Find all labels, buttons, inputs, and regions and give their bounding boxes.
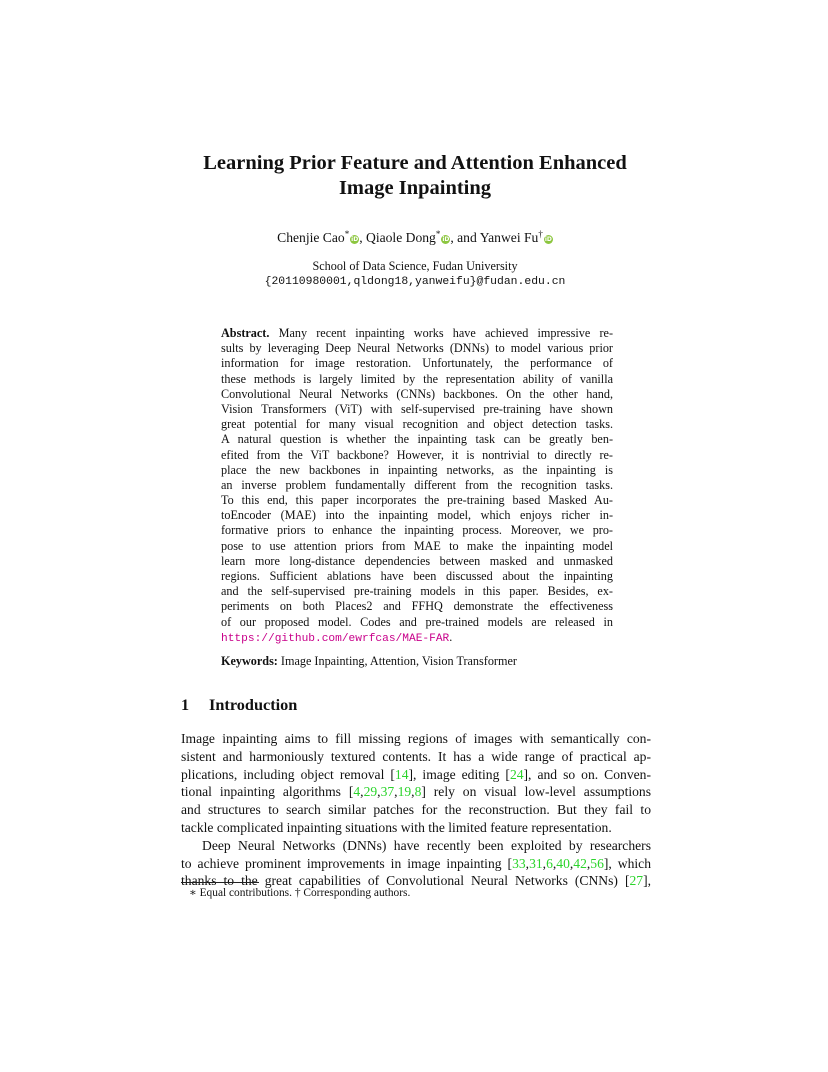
abstract-line: efited from the ViT backbone? However, it is nontrivial to directly re-: [221, 447, 613, 462]
paper-title: [120, 151, 710, 201]
abstract-line: toEncoder (MAE) into the inpainting model, which enjoys richer in-: [221, 508, 613, 523]
author-conjunction: and: [457, 230, 477, 245]
abstract-line: information for image restoration. Unfortunately, the performance of: [221, 356, 613, 371]
abstract-line: Vision Transformers (ViT) with self-supervised pre-training have shown: [221, 401, 613, 416]
abstract-line: place the new backbones in inpainting networks, as the inpainting is: [221, 462, 613, 477]
abstract-line: Abstract. Many recent inpainting works have achieved impressive re-: [221, 326, 614, 340]
citation-link[interactable]: 24: [509, 766, 524, 782]
abstract-line: To this end, this paper incorporates the pre-training based Masked Au-: [221, 493, 613, 508]
keywords-text: Image Inpainting, Attention, Vision Transformer: [280, 654, 517, 668]
body-line: thanks to the great capabilities of Convolutional Neural Networks (CNNs) [27],: [181, 873, 651, 889]
abstract-line: these methods is largely limited by the representation ability of vanilla: [221, 371, 613, 386]
section-number: 1: [181, 695, 190, 714]
section-title: Introduction: [209, 695, 298, 714]
body-line: plications, including object removal [14], image editing [24], and so on. Conven-: [181, 766, 651, 782]
abstract-line: an inverse problem fundamentally different from the recognition tasks.: [221, 477, 613, 492]
body-line: tional inpainting algorithms [4,29,37,19,8] rely on visual low-level assumptions: [181, 784, 652, 800]
abstract-line: periments on both Places2 and FFHQ demonstrate the effectiveness: [221, 599, 613, 614]
abstract: [221, 326, 613, 645]
abstract-line: A natural question is whether the inpainting task can be greatly ben-: [221, 432, 613, 447]
keywords-label: Keywords:: [221, 654, 278, 668]
intro-body: [181, 730, 651, 890]
abstract-label: Abstract.: [221, 326, 270, 340]
author-name: Qiaole Dong: [366, 230, 436, 245]
body-line: and structures to search similar patches for the reconstruction. But they fail to: [181, 802, 651, 818]
author-list: Chenjie Cao*iD, Qiaole Dong*iD, and Yanwei Fu†iD: [277, 229, 552, 245]
section-heading: [181, 695, 297, 715]
footnote-rule: [181, 882, 259, 883]
body-line: to achieve prominent improvements in image inpainting [33,31,6,40,42,56], which: [181, 855, 651, 871]
abstract-line: https://github.com/ewrfcas/MAE-FAR.: [221, 629, 453, 645]
body-line: Deep Neural Networks (DNNs) have recently been exploited by researchers: [202, 837, 651, 853]
citation-link[interactable]: 4: [353, 784, 361, 800]
citation-link[interactable]: 56: [590, 855, 604, 871]
citation-link[interactable]: 27: [629, 873, 644, 889]
affiliation-school: School of Data Science, Fudan University: [312, 259, 518, 273]
author-name: Yanwei Fu: [479, 230, 539, 245]
abstract-line: sults by leveraging Deep Neural Networks (DNNs) to model various prior: [221, 341, 613, 356]
citation-link[interactable]: 19: [397, 784, 412, 800]
abstract-line: of our proposed model. Codes and pre-trained models are released in: [221, 614, 613, 629]
affiliation: [100, 259, 730, 290]
citation-link[interactable]: 14: [394, 766, 409, 782]
author-mark: *: [344, 229, 350, 239]
abstract-line: regions. Sufficient ablations have been discussed about the inpainting: [221, 569, 613, 583]
citation-link[interactable]: 33: [512, 855, 526, 871]
code-url-link[interactable]: https://github.com/ewrfcas/MAE-FAR: [221, 632, 450, 645]
abstract-line: pose to use attention priors from MAE to make the inpainting model: [221, 538, 613, 553]
body-line: Image inpainting aims to fill missing regions of images with semantically con-: [181, 731, 651, 746]
title-line-1: Learning Prior Feature and Attention Enhanced: [203, 152, 627, 174]
author-mark: †: [538, 229, 543, 239]
abstract-line: great potential for many visual recognition and object detection tasks.: [221, 417, 613, 432]
abstract-line: formative priors to enhance the inpainting process. Moreover, we pro-: [221, 523, 613, 538]
abstract-line: learn more long-distance dependencies between masked and unmasked: [221, 553, 613, 568]
affiliation-emails: {20110980001,qldong18,yanweifu}@fudan.edu.cn: [264, 275, 566, 288]
citation-link[interactable]: 6: [546, 855, 553, 871]
citation-link[interactable]: 42: [573, 855, 587, 871]
author-name: Chenjie Cao: [277, 230, 345, 245]
citation-link[interactable]: 29: [363, 784, 378, 800]
body-line: tackle complicated inpainting situations with the limited feature representation.: [181, 819, 612, 835]
orcid-icon[interactable]: iD: [351, 236, 359, 243]
citation-link[interactable]: 31: [529, 855, 543, 871]
footnote: ∗ Equal contributions. † Corresponding authors.: [189, 887, 411, 899]
abstract-line: and the self-supervised pre-training models in this paper. Besides, ex-: [221, 584, 613, 599]
orcid-icon[interactable]: iD: [442, 236, 450, 243]
citation-link[interactable]: 40: [556, 855, 570, 871]
citation-link[interactable]: 37: [380, 784, 395, 800]
citation-link[interactable]: 8: [414, 784, 422, 800]
keywords: [221, 654, 613, 669]
body-line: sistent and harmoniously textured contents. It has a wide range of practical ap-: [181, 748, 651, 764]
orcid-icon[interactable]: iD: [544, 236, 552, 243]
title-line-2: Image Inpainting: [338, 177, 492, 199]
author-mark: *: [435, 229, 441, 239]
abstract-line: Convolutional Neural Networks (CNNs) backbones. On the other hand,: [221, 386, 613, 401]
